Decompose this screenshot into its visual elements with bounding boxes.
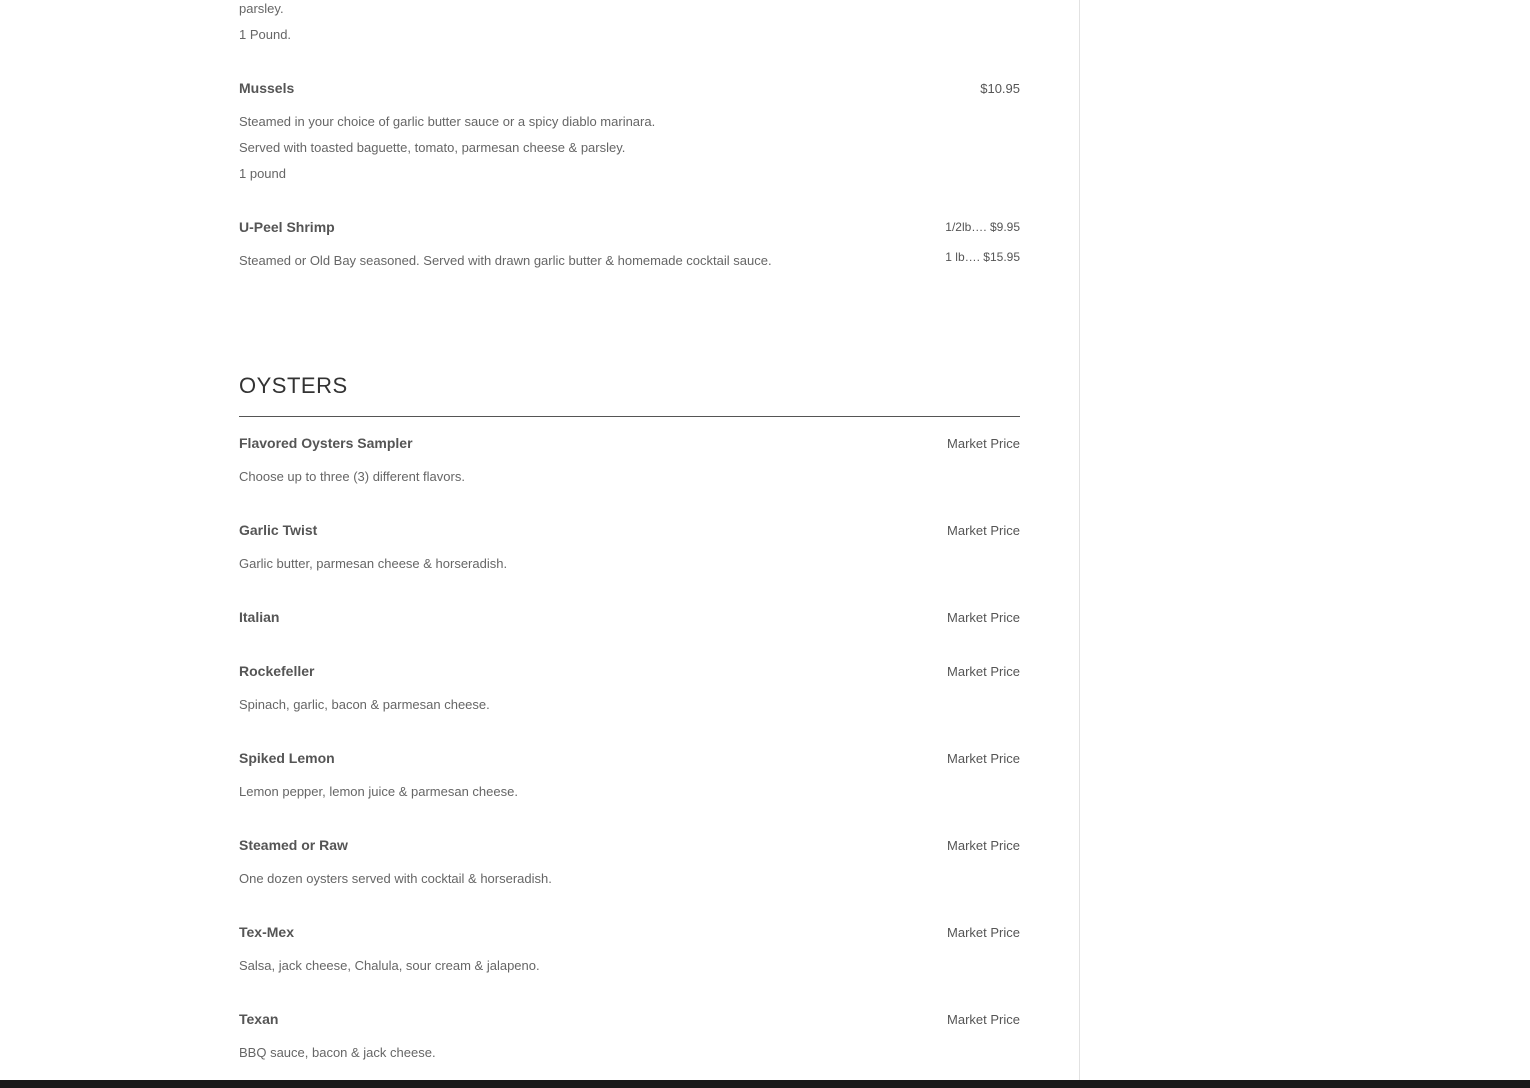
item-price: Market Price bbox=[947, 610, 1020, 625]
item-name: Steamed or Raw bbox=[239, 837, 348, 853]
item-description-line: Lemon pepper, lemon juice & parmesan cheese. bbox=[239, 784, 518, 799]
item-price: Market Price bbox=[947, 751, 1020, 766]
item-description-line: 1 Pound. bbox=[239, 27, 292, 42]
item-description-line: Choose up to three (3) different flavors. bbox=[239, 469, 465, 484]
item-description-line: 1 pound bbox=[239, 166, 286, 181]
sidebar-divider bbox=[1079, 0, 1080, 1080]
section-divider bbox=[239, 416, 1020, 417]
item-description-line: Steamed or Old Bay seasoned. Served with drawn garlic butter & homemade cocktail sauce. bbox=[239, 253, 772, 268]
item-description-line: One dozen oysters served with cocktail & horseradish. bbox=[239, 871, 552, 886]
item-name: Italian bbox=[239, 609, 280, 625]
item-price: Market Price bbox=[947, 523, 1020, 538]
section-title-oysters: OYSTERS bbox=[239, 373, 348, 398]
item-name: Garlic Twist bbox=[239, 522, 318, 538]
item-price: Market Price bbox=[947, 664, 1020, 679]
item-name: Mussels bbox=[239, 80, 295, 96]
item-price: Market Price bbox=[947, 838, 1020, 853]
item-description-line: Garlic butter, parmesan cheese & horseradish. bbox=[239, 556, 508, 571]
item-name: Rockefeller bbox=[239, 663, 315, 679]
item-price: $10.95 bbox=[980, 81, 1020, 96]
item-description-line: Steamed in your choice of garlic butter sauce or a spicy diablo marinara. bbox=[239, 114, 656, 129]
item-price: Market Price bbox=[947, 436, 1020, 451]
item-price: Market Price bbox=[947, 925, 1020, 940]
item-name: U-Peel Shrimp bbox=[239, 219, 335, 235]
item-price: 1 lb…. $15.95 bbox=[945, 250, 1020, 264]
item-price: 1/2lb…. $9.95 bbox=[945, 220, 1020, 234]
item-description-line: BBQ sauce, bacon & jack cheese. bbox=[239, 1045, 436, 1060]
item-price: Market Price bbox=[947, 1012, 1020, 1027]
item-name: Texan bbox=[239, 1011, 279, 1027]
footer-bar bbox=[0, 1080, 1530, 1088]
item-description-line: Served with toasted baguette, tomato, parmesan cheese & parsley. bbox=[239, 140, 626, 155]
item-name: Tex-Mex bbox=[239, 924, 294, 940]
item-name: Spiked Lemon bbox=[239, 750, 335, 766]
item-description-line: Salsa, jack cheese, Chalula, sour cream & jalapeno. bbox=[239, 958, 540, 973]
item-description-line: parsley. bbox=[239, 1, 284, 16]
item-name: Flavored Oysters Sampler bbox=[239, 435, 413, 451]
item-description-line: Spinach, garlic, bacon & parmesan cheese. bbox=[239, 697, 490, 712]
